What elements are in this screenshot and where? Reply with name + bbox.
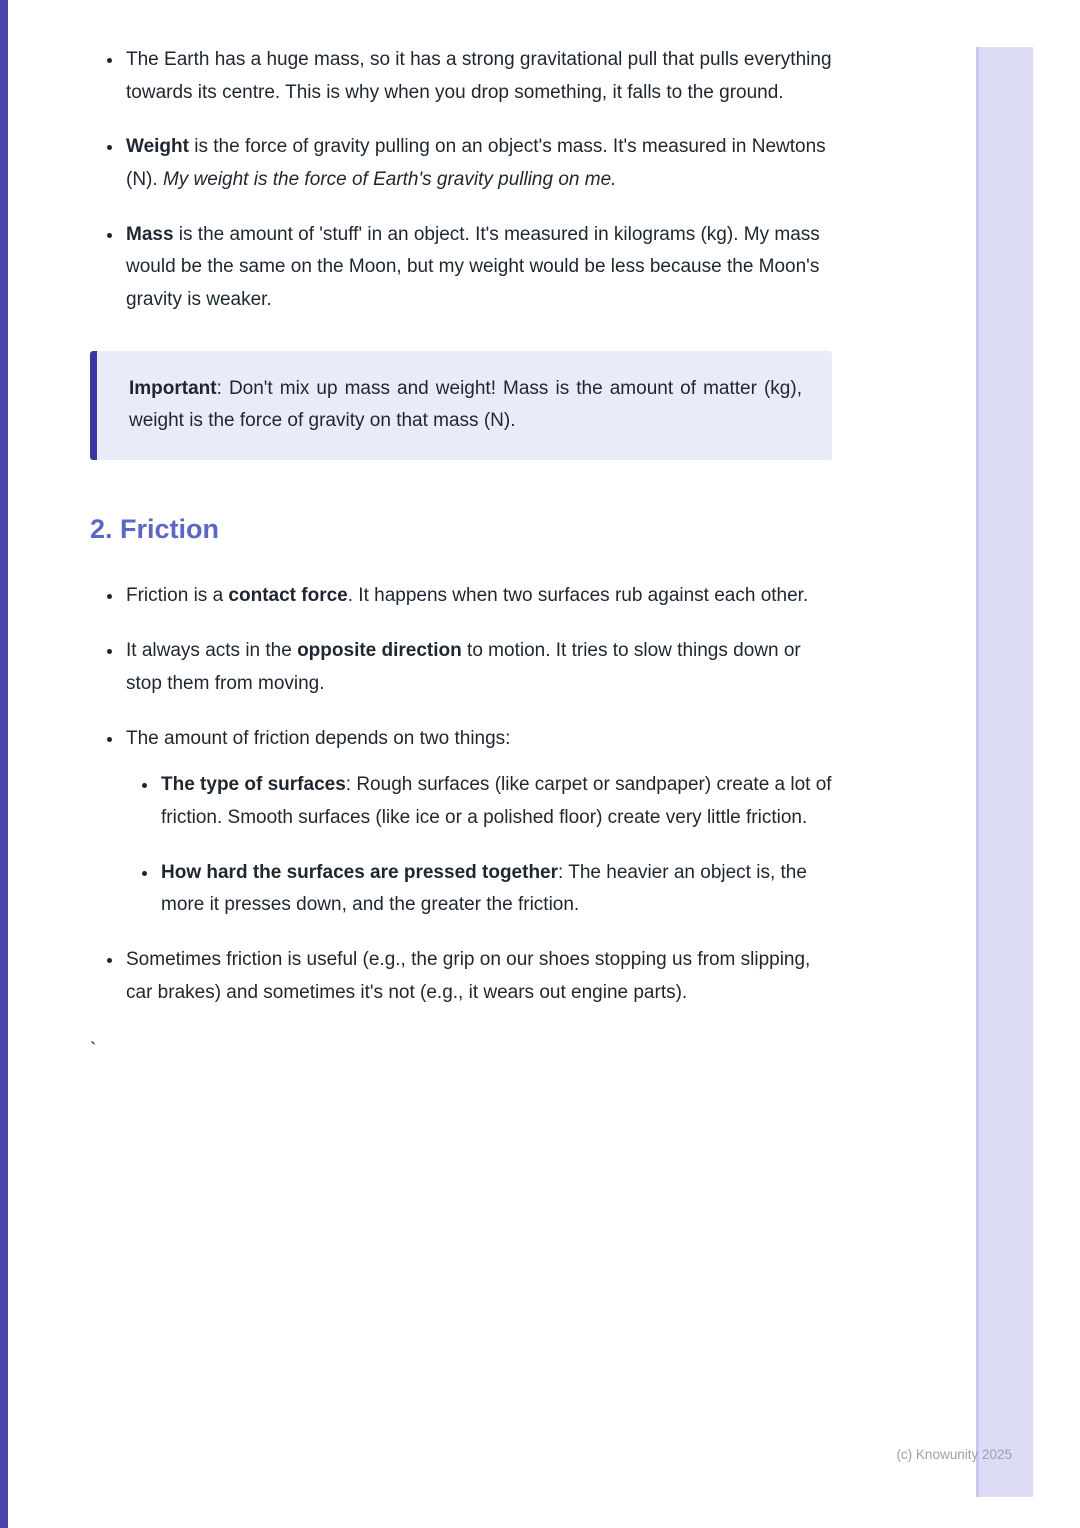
text-segment: Weight: [126, 136, 189, 158]
list-item-text: [161, 774, 832, 828]
important-callout: [90, 351, 832, 460]
list-item: [159, 857, 832, 922]
text-segment: to motion. It tries to slow things down or stop them from moving.: [126, 640, 801, 694]
list-item-text: [126, 224, 820, 310]
list-item-text: [126, 640, 801, 694]
gravity-bullet-list: [90, 44, 832, 317]
text-segment: Friction is a: [126, 585, 229, 607]
list-item-text: [126, 136, 826, 190]
text-segment: My weight is the force of Earth's gravity pulling on me.: [162, 169, 617, 191]
list-item-text: [126, 949, 810, 1003]
copyright-footer: (c) Knowunity 2025: [896, 1447, 1012, 1462]
list-item: [124, 131, 832, 196]
list-item-text: [126, 728, 510, 749]
list-item-text: [126, 49, 832, 103]
text-segment: Mass: [126, 223, 174, 245]
text-segment: is the force of gravity pulling on an object's mass. It's measured in Newtons (N).: [126, 136, 826, 191]
list-item: [124, 219, 832, 317]
text-segment: is the amount of 'stuff' in an object. It's measured in kilograms (kg). My mass would be the same on the Moon, but my weight would be less because the Moon's gravity is weaker.: [126, 223, 820, 311]
friction-sub-list: [126, 769, 832, 922]
text-segment: : The heavier an object is, the more it presses down, and the greater the friction.: [161, 861, 807, 916]
text-segment: . It happens when two surfaces rub against each other.: [347, 585, 809, 607]
text-segment: : Don't mix up mass and weight! Mass is the amount of matter (kg), weight is the force of gravity on that mass (N).: [129, 377, 802, 432]
stray-backtick-character: `: [90, 1040, 97, 1062]
friction-bullet-list: [90, 580, 832, 1009]
scrollbar-track[interactable]: [976, 47, 1033, 1497]
section-heading-friction: 2. Friction: [90, 514, 220, 545]
list-item: [159, 769, 832, 834]
list-item-text: [126, 585, 808, 606]
text-segment: Important: [129, 377, 217, 399]
text-segment: The Earth has a huge mass, so it has a strong gravitational pull that pulls everything towards its centre. This is why when you drop something, it falls to the ground.: [126, 49, 832, 103]
page-left-accent-bar: [0, 0, 8, 1528]
list-item: [124, 723, 832, 922]
text-segment: The amount of friction depends on two things:: [126, 727, 511, 749]
text-segment: The type of surfaces: [161, 774, 346, 796]
callout-text: [129, 373, 802, 438]
list-item: [124, 44, 832, 109]
list-item-text: [161, 862, 807, 916]
text-segment: It always acts in the: [126, 640, 298, 662]
text-segment: Sometimes friction is useful (e.g., the grip on our shoes stopping us from slipping, car brakes) and sometimes it's not (e.g., it wears out engine parts).: [126, 948, 811, 1003]
text-segment: contact force: [228, 585, 348, 607]
list-item: [124, 580, 832, 613]
list-item: [124, 944, 832, 1009]
list-item: [124, 635, 832, 700]
text-segment: How hard the surfaces are pressed together: [161, 861, 559, 883]
text-segment: opposite direction: [297, 640, 462, 662]
document-content: [90, 44, 832, 1068]
text-segment: : Rough surfaces (like carpet or sandpaper) create a lot of friction. Smooth surfaces (like ice or a polished floor) create very little friction.: [161, 774, 832, 828]
